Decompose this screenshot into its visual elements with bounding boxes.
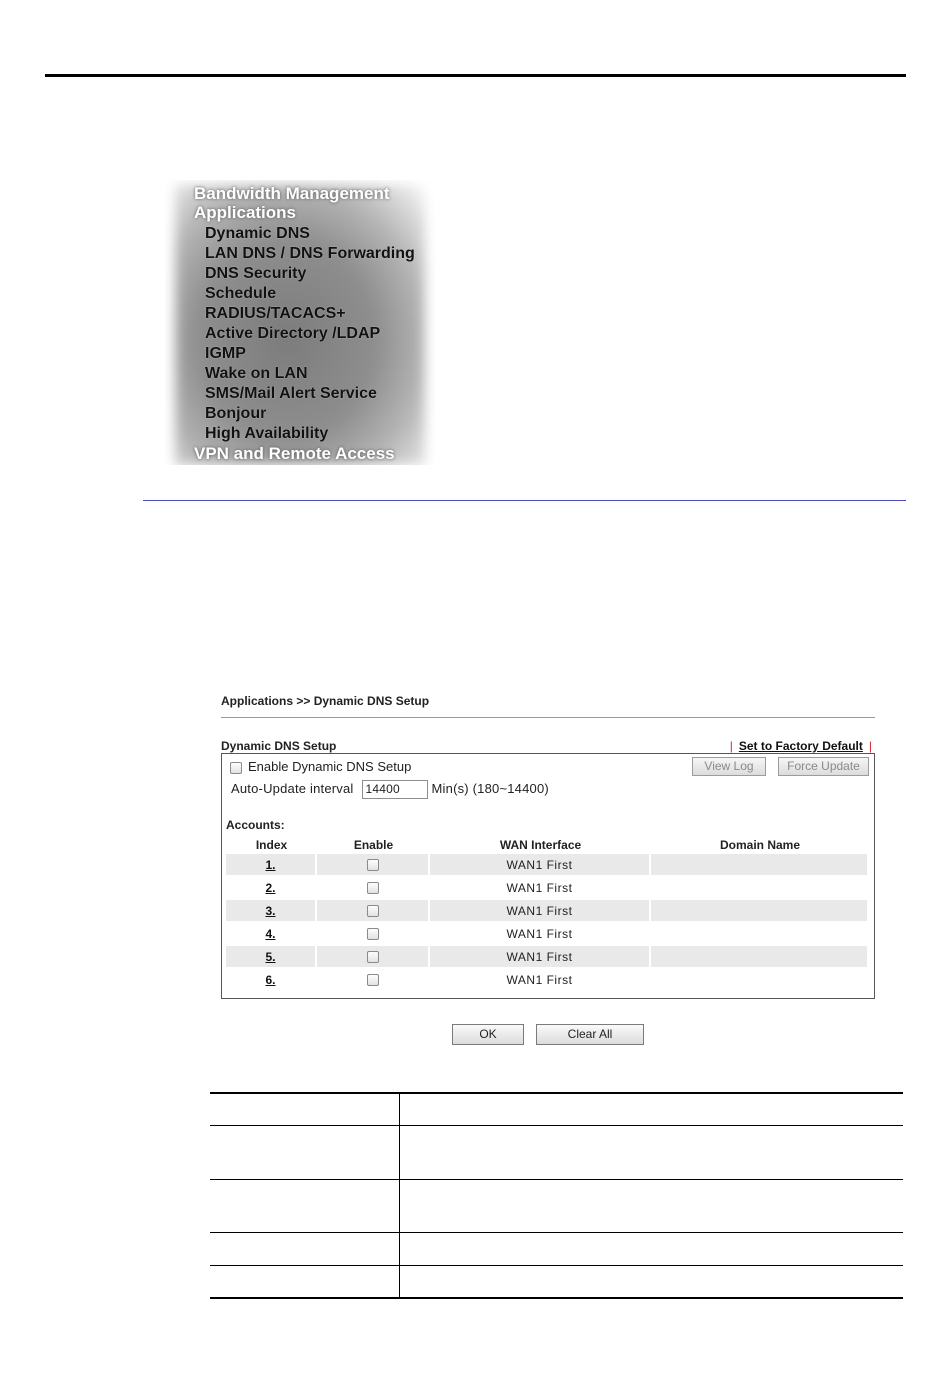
interval-input[interactable]: 14400 — [362, 780, 428, 799]
account-index-link[interactable]: 4. — [265, 926, 276, 941]
accounts-label: Accounts: — [226, 818, 285, 832]
set-factory-default-link[interactable]: Set to Factory Default — [738, 739, 863, 753]
account-index-link[interactable]: 1. — [265, 857, 276, 872]
menu-item-lan-dns[interactable]: LAN DNS / DNS Forwarding — [205, 245, 415, 262]
table-rule — [210, 1265, 903, 1266]
factory-default-group — [730, 739, 872, 753]
ok-button[interactable]: OK — [452, 1024, 524, 1045]
menu-item-igmp[interactable]: IGMP — [205, 345, 246, 362]
table-rule — [210, 1125, 903, 1126]
menu-heading-applications[interactable]: Applications — [194, 203, 297, 222]
menu-item-high-availability[interactable]: High Availability — [205, 425, 329, 442]
dynamic-dns-setup-page — [221, 694, 875, 999]
menu-item-sms-mail-alert[interactable]: SMS/Mail Alert Service — [205, 385, 377, 402]
wan-interface-cell: WAN1 First — [430, 900, 651, 923]
col-wan-interface: WAN Interface — [499, 837, 582, 852]
form-actions — [0, 1024, 950, 1044]
wan-interface-cell: WAN1 First — [430, 854, 651, 877]
clear-all-button[interactable]: Clear All — [536, 1024, 644, 1045]
account-index-link[interactable]: 2. — [265, 880, 276, 895]
menu-item-dns-security[interactable]: DNS Security — [205, 265, 307, 282]
domain-name-cell — [651, 854, 869, 877]
wan-interface-cell: WAN1 First — [430, 946, 651, 969]
interval-unit: Min(s) (180~14400) — [431, 780, 549, 796]
domain-name-cell — [651, 946, 869, 969]
menu-item-active-directory[interactable]: Active Directory /LDAP — [205, 325, 381, 342]
account-enable-checkbox[interactable] — [367, 882, 379, 894]
ddns-settings-box — [221, 753, 875, 999]
view-log-button[interactable]: View Log — [692, 757, 766, 776]
menu-heading-bandwidth-management[interactable]: Bandwidth Management — [194, 184, 390, 203]
force-update-button[interactable]: Force Update — [778, 757, 869, 776]
table-row — [226, 946, 869, 969]
account-index-link[interactable]: 6. — [265, 972, 276, 987]
menu-item-radius[interactable]: RADIUS/TACACS+ — [205, 305, 346, 322]
domain-name-cell — [651, 877, 869, 900]
table-rule — [210, 1232, 903, 1233]
table-rule — [210, 1179, 903, 1180]
breadcrumb: Applications >> Dynamic DNS Setup — [221, 694, 430, 708]
table-row — [226, 854, 869, 877]
account-enable-checkbox[interactable] — [367, 905, 379, 917]
enable-ddns-row — [230, 759, 411, 774]
table-column-divider — [399, 1092, 400, 1299]
table-bottom-rule — [210, 1297, 903, 1299]
account-enable-checkbox[interactable] — [367, 859, 379, 871]
account-index-link[interactable]: 5. — [265, 949, 276, 964]
account-index-link[interactable]: 3. — [265, 903, 276, 918]
interval-label: Auto-Update interval — [231, 780, 354, 796]
table-row — [226, 923, 869, 946]
col-index: Index — [255, 837, 288, 852]
table-row — [226, 877, 869, 900]
accounts-table — [226, 835, 869, 992]
account-enable-checkbox[interactable] — [367, 928, 379, 940]
account-enable-checkbox[interactable] — [367, 974, 379, 986]
accounts-header-row — [226, 835, 869, 854]
domain-name-cell — [651, 900, 869, 923]
section-divider — [143, 500, 906, 501]
section-title: Dynamic DNS Setup — [221, 739, 337, 753]
enable-ddns-label: Enable Dynamic DNS Setup — [248, 759, 412, 774]
applications-menu-screenshot — [165, 180, 435, 465]
menu-item-schedule[interactable]: Schedule — [205, 285, 277, 302]
wan-interface-cell: WAN1 First — [430, 877, 651, 900]
table-row — [226, 900, 869, 923]
domain-name-cell — [651, 969, 869, 992]
wan-interface-cell: WAN1 First — [430, 923, 651, 946]
table-row — [226, 969, 869, 992]
table-top-rule — [210, 1092, 903, 1094]
breadcrumb-divider — [221, 717, 875, 718]
wan-interface-cell: WAN1 First — [430, 969, 651, 992]
col-domain-name: Domain Name — [719, 837, 801, 852]
menu-item-dynamic-dns[interactable]: Dynamic DNS — [205, 225, 310, 242]
col-enable: Enable — [353, 837, 394, 852]
account-enable-checkbox[interactable] — [367, 951, 379, 963]
factory-separator-left: | — [729, 739, 733, 753]
menu-item-bonjour[interactable]: Bonjour — [205, 405, 267, 422]
menu-heading-vpn[interactable]: VPN and Remote Access — [194, 444, 395, 463]
factory-separator-right: | — [868, 739, 872, 753]
domain-name-cell — [651, 923, 869, 946]
auto-update-interval-row — [231, 780, 549, 799]
menu-item-wake-on-lan[interactable]: Wake on LAN — [205, 365, 308, 382]
page-top-rule — [45, 74, 906, 77]
enable-ddns-checkbox[interactable] — [230, 762, 242, 774]
